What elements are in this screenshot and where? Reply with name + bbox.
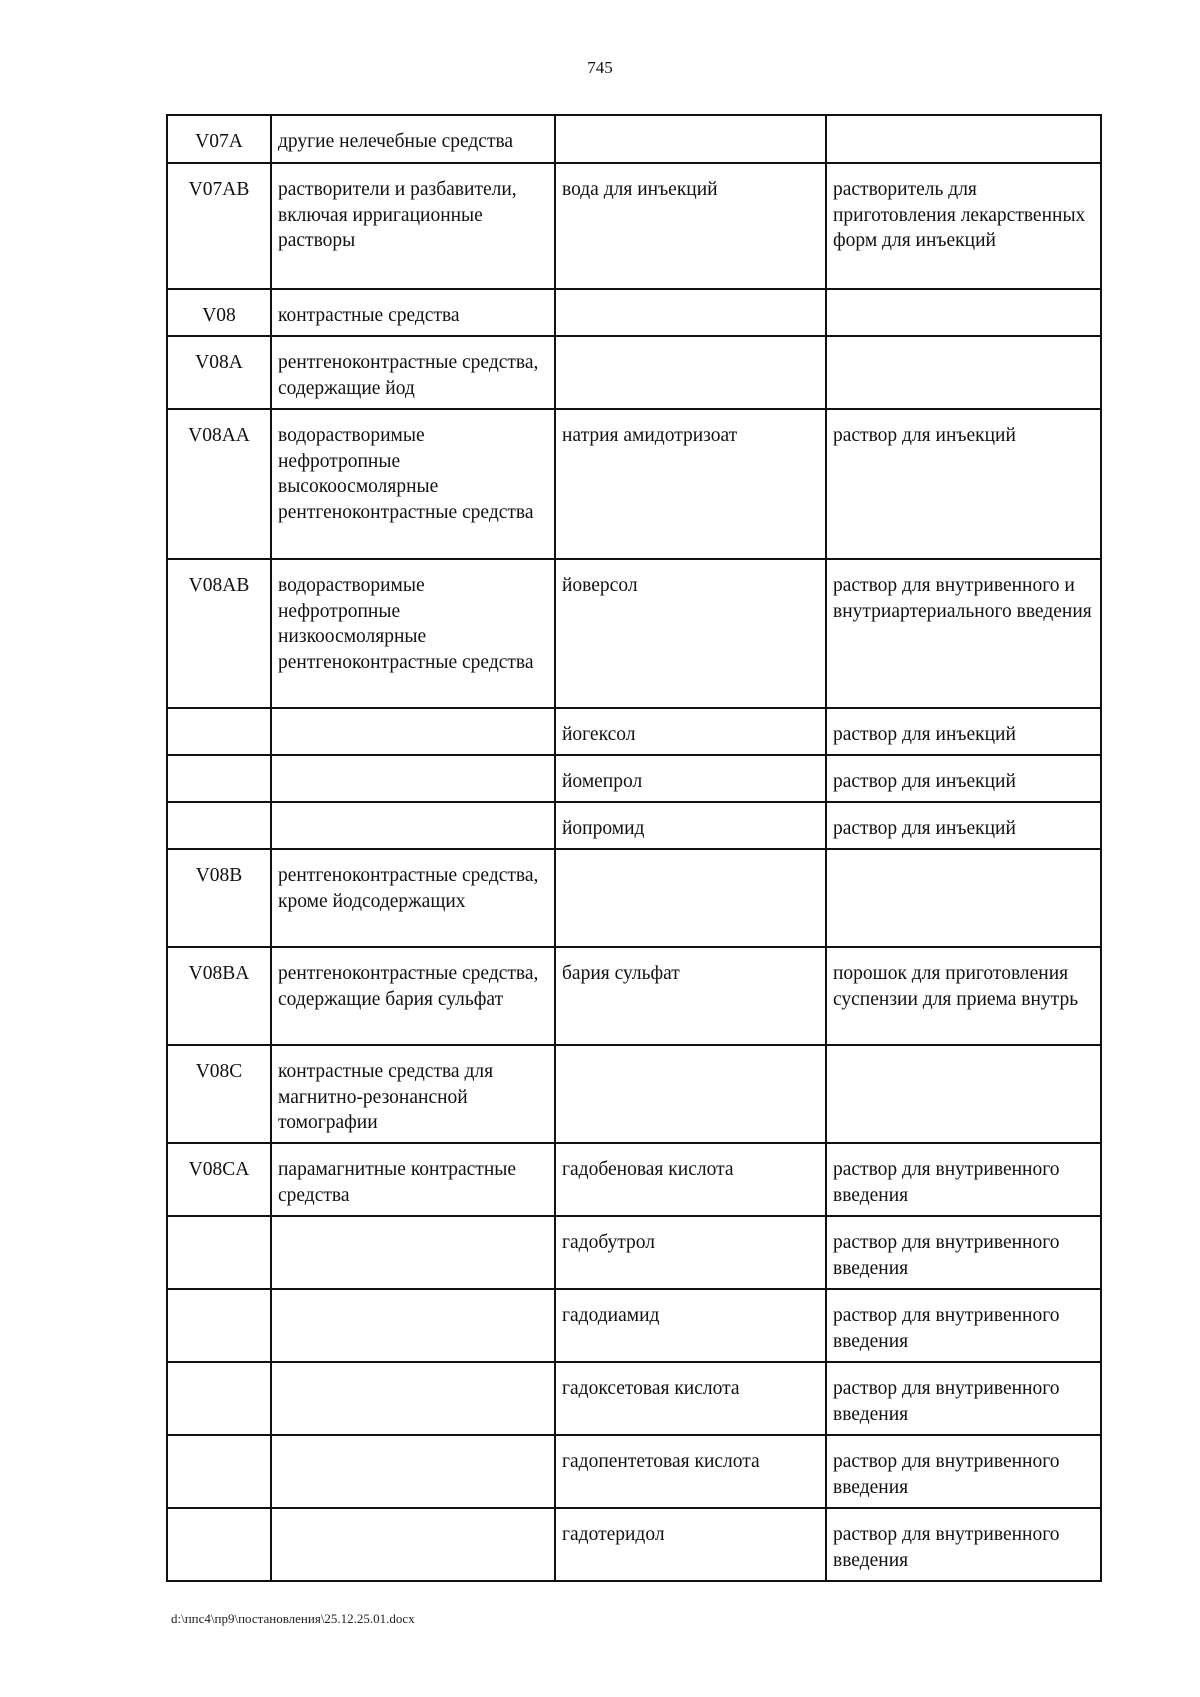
drug-cell: гадодиамид: [555, 1289, 826, 1362]
table-row: [167, 115, 1101, 163]
form-cell: раствор для инъекций: [826, 802, 1101, 849]
atc-code-cell: V08: [167, 289, 271, 336]
form-cell: порошок для приготовления суспензии для приема внутрь: [826, 947, 1101, 1045]
table-row: [167, 163, 1101, 289]
atc-code-cell: [167, 1362, 271, 1435]
table-row: [167, 1143, 1101, 1216]
drug-cell: йомепрол: [555, 755, 826, 802]
atc-code-cell: V07AB: [167, 163, 271, 289]
group-cell: водорастворимые нефротропные высокоосмолярные рентгеноконтрастные средства: [271, 409, 555, 559]
group-cell: [271, 708, 555, 755]
group-cell: [271, 1289, 555, 1362]
drug-cell: [555, 336, 826, 409]
group-cell: [271, 1435, 555, 1508]
table-row: [167, 708, 1101, 755]
drug-cell: вода для инъекций: [555, 163, 826, 289]
drug-cell: [555, 115, 826, 163]
drug-cell: [555, 849, 826, 947]
group-cell: контрастные средства: [271, 289, 555, 336]
page-number: 745: [587, 58, 613, 77]
table-row: [167, 802, 1101, 849]
table-row: [167, 755, 1101, 802]
table-row: [167, 947, 1101, 1045]
group-cell: [271, 755, 555, 802]
drug-cell: натрия амидотризоат: [555, 409, 826, 559]
form-cell: раствор для внутривенного введения: [826, 1435, 1101, 1508]
form-cell: раствор для внутривенного введения: [826, 1289, 1101, 1362]
drug-cell: гадоксетовая кислота: [555, 1362, 826, 1435]
table-row: [167, 1435, 1101, 1508]
atc-code-cell: V07A: [167, 115, 271, 163]
form-cell: раствор для внутривенного введения: [826, 1508, 1101, 1581]
atc-code-cell: [167, 1435, 271, 1508]
drug-cell: [555, 289, 826, 336]
form-cell: [826, 115, 1101, 163]
drug-cell: гадобеновая кислота: [555, 1143, 826, 1216]
drug-cell: йоверсол: [555, 559, 826, 708]
form-cell: раствор для внутривенного введения: [826, 1362, 1101, 1435]
group-cell: парамагнитные контрастные средства: [271, 1143, 555, 1216]
drug-cell: йогексол: [555, 708, 826, 755]
group-cell: рентгеноконтрастные средства, кроме йодсодержащих: [271, 849, 555, 947]
table-row: [167, 1508, 1101, 1581]
atc-code-cell: V08AB: [167, 559, 271, 708]
atc-code-cell: V08C: [167, 1045, 271, 1143]
drug-cell: бария сульфат: [555, 947, 826, 1045]
footer-file-path: d:\ппс4\пр9\постановления\25.12.25.01.docx: [171, 1611, 415, 1626]
table-row: [167, 1362, 1101, 1435]
atc-code-cell: V08A: [167, 336, 271, 409]
form-cell: раствор для внутривенного и внутриартериального введения: [826, 559, 1101, 708]
form-cell: раствор для внутривенного введения: [826, 1216, 1101, 1289]
form-cell: раствор для инъекций: [826, 409, 1101, 559]
form-cell: раствор для инъекций: [826, 755, 1101, 802]
atc-code-cell: [167, 1508, 271, 1581]
drug-table: [166, 114, 1102, 1582]
group-cell: [271, 1216, 555, 1289]
table-row: [167, 559, 1101, 708]
table-row: [167, 409, 1101, 559]
group-cell: водорастворимые нефротропные низкоосмолярные рентгеноконтрастные средства: [271, 559, 555, 708]
table-row: [167, 1216, 1101, 1289]
form-cell: растворитель для приготовления лекарственных форм для инъекций: [826, 163, 1101, 289]
table-row: [167, 849, 1101, 947]
form-cell: [826, 289, 1101, 336]
form-cell: [826, 336, 1101, 409]
table-row: [167, 1045, 1101, 1143]
form-cell: [826, 1045, 1101, 1143]
group-cell: [271, 802, 555, 849]
atc-code-cell: [167, 708, 271, 755]
atc-code-cell: [167, 1289, 271, 1362]
atc-code-cell: V08B: [167, 849, 271, 947]
drug-cell: [555, 1045, 826, 1143]
group-cell: растворители и разбавители, включая ирригационные растворы: [271, 163, 555, 289]
group-cell: контрастные средства для магнитно-резонансной томографии: [271, 1045, 555, 1143]
group-cell: рентгеноконтрастные средства, содержащие бария сульфат: [271, 947, 555, 1045]
drug-cell: гадотеридол: [555, 1508, 826, 1581]
atc-code-cell: V08AA: [167, 409, 271, 559]
group-cell: рентгеноконтрастные средства, содержащие йод: [271, 336, 555, 409]
table-row: [167, 289, 1101, 336]
group-cell: [271, 1508, 555, 1581]
atc-code-cell: [167, 755, 271, 802]
group-cell: другие нелечебные средства: [271, 115, 555, 163]
drug-cell: йопромид: [555, 802, 826, 849]
form-cell: раствор для внутривенного введения: [826, 1143, 1101, 1216]
table-row: [167, 336, 1101, 409]
form-cell: [826, 849, 1101, 947]
drug-cell: гадобутрол: [555, 1216, 826, 1289]
atc-code-cell: [167, 802, 271, 849]
table-row: [167, 1289, 1101, 1362]
atc-code-cell: V08BA: [167, 947, 271, 1045]
atc-code-cell: [167, 1216, 271, 1289]
atc-code-cell: V08CA: [167, 1143, 271, 1216]
form-cell: раствор для инъекций: [826, 708, 1101, 755]
group-cell: [271, 1362, 555, 1435]
drug-cell: гадопентетовая кислота: [555, 1435, 826, 1508]
